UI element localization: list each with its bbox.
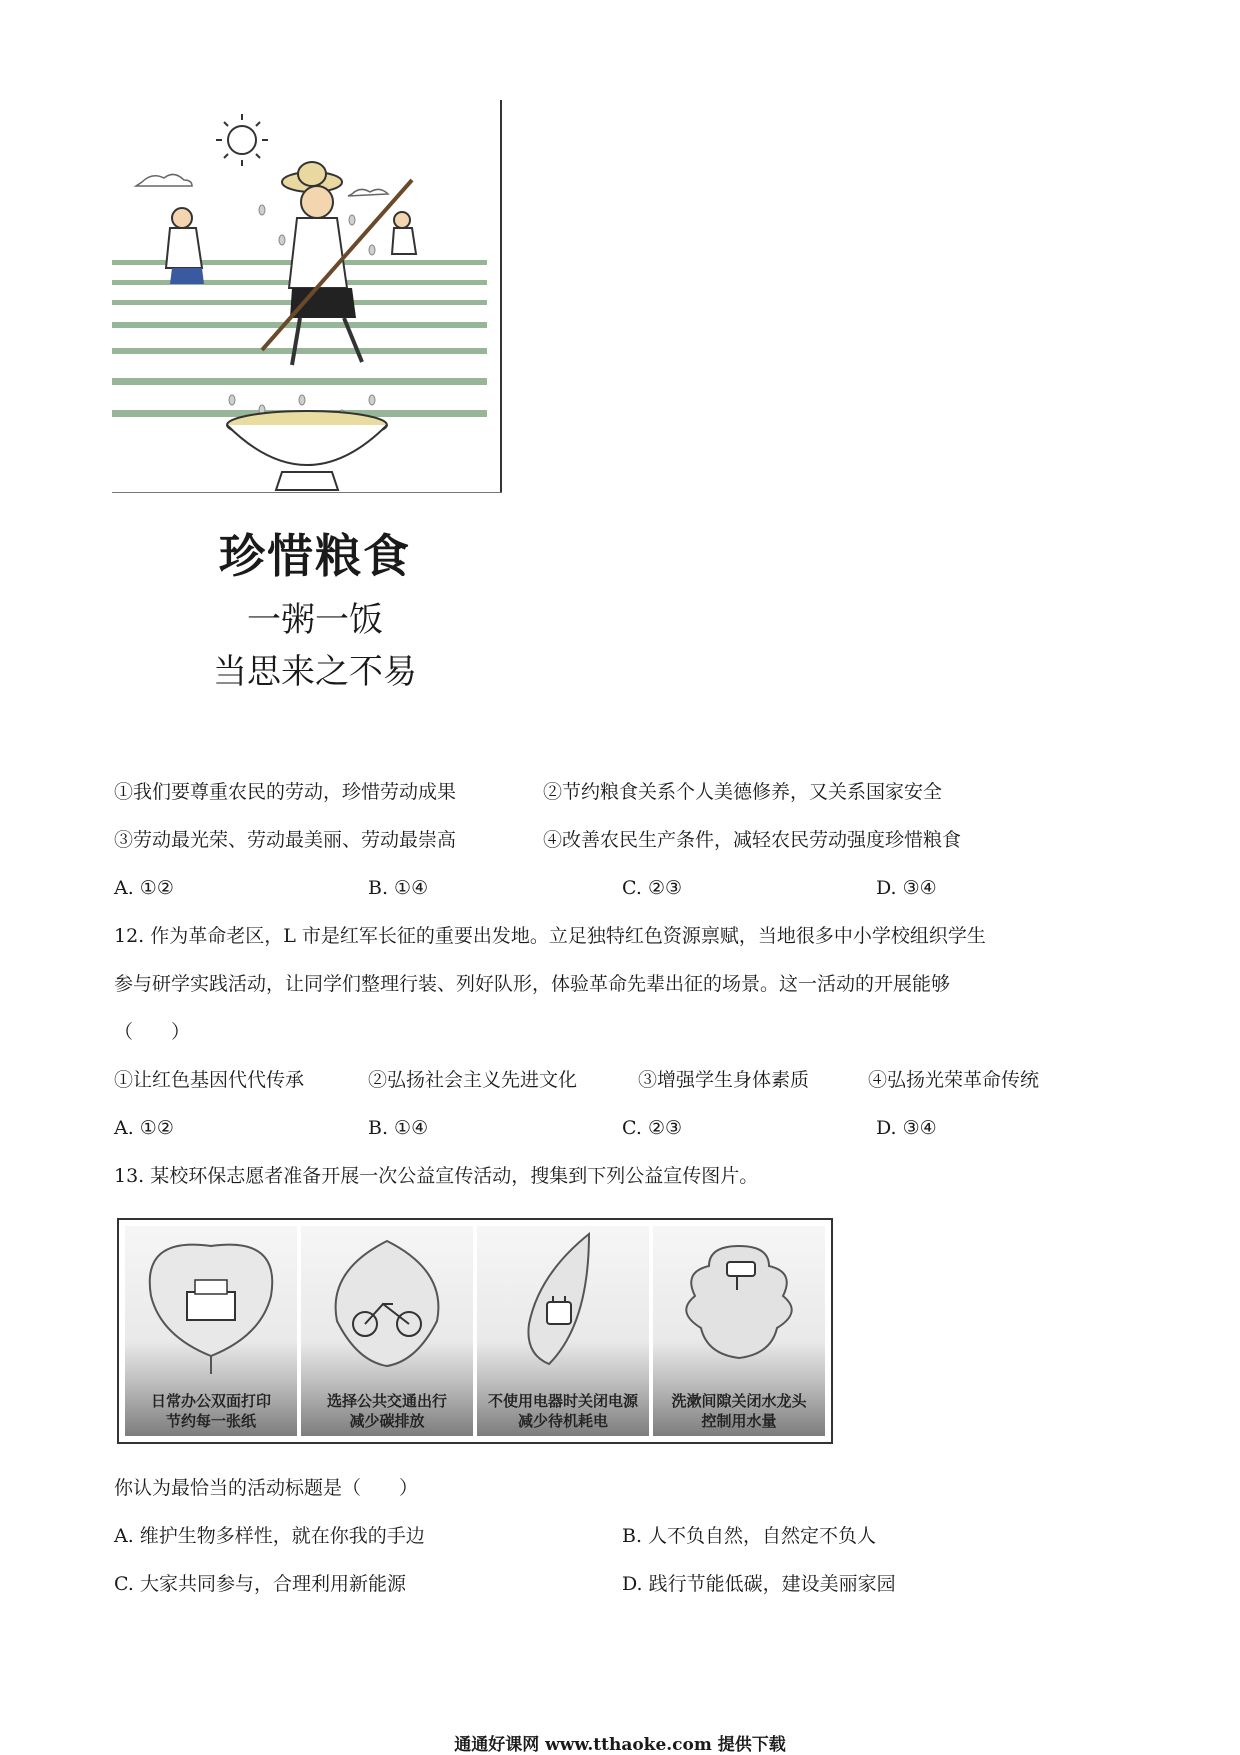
poster-border — [500, 100, 502, 492]
q11-statement-3: ③劳动最光荣、劳动最美丽、劳动最崇高 — [114, 829, 457, 851]
panel-caption-line2: 节约每一张纸 — [165, 1412, 256, 1430]
q13-option-c[interactable]: C. 大家共同参与，合理利用新能源 — [114, 1573, 406, 1595]
poster-border-bottom — [112, 492, 502, 493]
poster-title: 珍惜粮食 — [219, 529, 411, 583]
q12-answer-bracket: （ ） — [114, 1021, 191, 1043]
panel-caption-line1: 选择公共交通出行 — [326, 1392, 447, 1410]
poster-subtitle-2: 当思来之不易 — [213, 652, 417, 692]
q11-option-d[interactable]: D. ③④ — [876, 877, 937, 899]
panel-caption-line1: 不使用电器时关闭电源 — [487, 1392, 638, 1410]
leaf-printer-icon — [125, 1226, 297, 1376]
q13-question: 你认为最恰当的活动标题是（ ） — [114, 1477, 419, 1499]
q13-option-d[interactable]: D. 践行节能低碳，建设美丽家园 — [622, 1573, 896, 1595]
q11-statement-2: ②节约粮食关系个人美德修养，又关系国家安全 — [543, 781, 943, 803]
q12-option-d[interactable]: D. ③④ — [876, 1117, 937, 1139]
q12-stem-line-2: 参与研学实践活动，让同学们整理行装、列好队形，体验革命先辈出征的场景。这一活动的开展能够 — [114, 973, 951, 995]
page-footer: 通通好课网 www.tthaoke.com 提供下载 — [454, 1735, 786, 1755]
poster-panel-paper — [125, 1226, 297, 1436]
leaf-plug-icon — [477, 1226, 649, 1376]
poster-subtitle-1: 一粥一饭 — [247, 600, 383, 640]
q11-statement-4: ④改善农民生产条件，减轻农民劳动强度珍惜粮食 — [543, 829, 962, 851]
panel-caption-line2: 控制用水量 — [701, 1412, 777, 1430]
q11-statement-1: ①我们要尊重农民的劳动，珍惜劳动成果 — [114, 781, 457, 803]
q13-poster-strip — [117, 1218, 833, 1444]
farmers-illustration — [112, 100, 502, 495]
poster-panel-transit — [301, 1226, 473, 1436]
panel-caption-line1: 洗漱间隙关闭水龙头 — [671, 1392, 807, 1410]
leaf-faucet-icon — [653, 1226, 825, 1376]
q13-stem: 13. 某校环保志愿者准备开展一次公益宣传活动，搜集到下列公益宣传图片。 — [114, 1165, 759, 1187]
panel-caption-line2: 减少待机耗电 — [517, 1412, 608, 1430]
q12-option-a[interactable]: A. ①② — [114, 1117, 174, 1139]
q12-stem-line-1: 12. 作为革命老区，L 市是红军长征的重要出发地。立足独特红色资源禀赋，当地很多中小学校组织学生 — [114, 925, 986, 947]
q12-statement-1: ①让红色基因代代传承 — [114, 1069, 305, 1091]
poster-panel-power — [477, 1226, 649, 1436]
q13-option-a[interactable]: A. 维护生物多样性，就在你我的手边 — [114, 1525, 425, 1547]
q12-option-b[interactable]: B. ①④ — [368, 1117, 429, 1139]
panel-caption-line1: 日常办公双面打印 — [150, 1392, 271, 1410]
poster-illustration — [112, 100, 502, 495]
leaf-bicycle-icon — [301, 1226, 473, 1376]
q12-option-c[interactable]: C. ②③ — [622, 1117, 683, 1139]
q11-option-c[interactable]: C. ②③ — [622, 877, 683, 899]
q12-statement-4: ④弘扬光荣革命传统 — [868, 1069, 1040, 1091]
q13-option-b[interactable]: B. 人不负自然，自然定不负人 — [622, 1525, 877, 1547]
poster-panel-water — [653, 1226, 825, 1436]
q12-statement-2: ②弘扬社会主义先进文化 — [368, 1069, 578, 1091]
q12-statement-3: ③增强学生身体素质 — [638, 1069, 810, 1091]
panel-caption-line2: 减少碳排放 — [349, 1412, 425, 1430]
q11-option-b[interactable]: B. ①④ — [368, 877, 429, 899]
q11-option-a[interactable]: A. ①② — [114, 877, 174, 899]
